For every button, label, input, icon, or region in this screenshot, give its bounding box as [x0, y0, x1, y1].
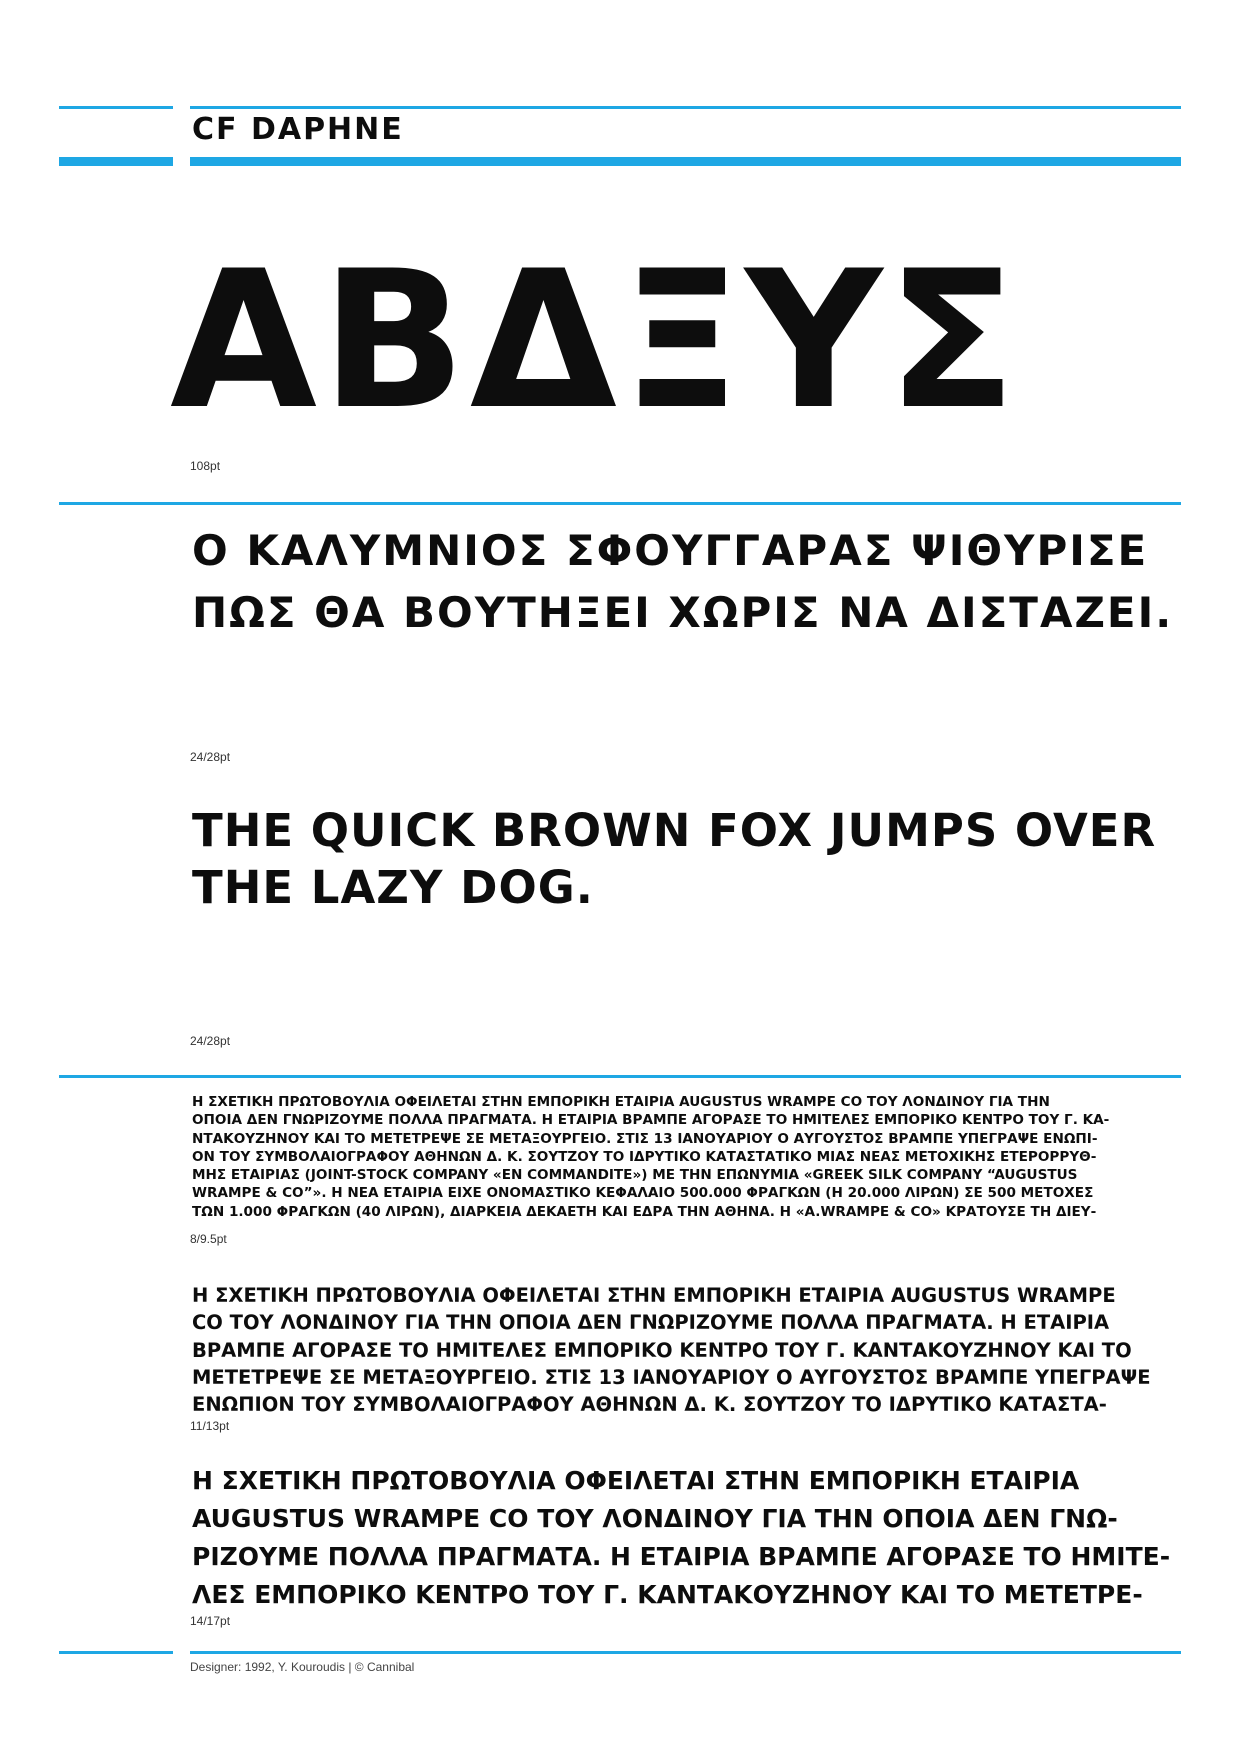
- greek-headline-line: ΠΩΣ ΘΑ ΒΟΥΤΗΞΕΙ ΧΩΡΙΣ ΝΑ ΔΙΣΤΑΖΕΙ.: [192, 588, 1174, 637]
- paragraph-medium-sample: [192, 1282, 1151, 1418]
- paragraph-small-line: ΜΗΣ ΕΤΑΙΡΙΑΣ (JOINT-STOCK COMPANY «EN COMMANDITE») ΜΕ ΤΗΝ ΕΠΩΝΥΜΙΑ «GREEK SILK COMPANY “AUGUSTUS: [192, 1167, 1078, 1184]
- greek-headline-sample: [192, 520, 1173, 644]
- paragraph-medium-line: CO ΤΟΥ ΛΟΝΔΙΝΟΥ ΓΙΑ ΤΗΝ ΟΠΟΙΑ ΔΕΝ ΓΝΩΡΙΖΟΥΜΕ ΠΟΛΛΑ ΠΡΑΓΜΑΤΑ. Η ΕΤΑΙΡΙΑ: [192, 1311, 1110, 1335]
- paragraph-small-line: Η ΣΧΕΤΙΚΗ ΠΡΩΤΟΒΟΥΛΙΑ ΟΦΕΙΛΕΤΑΙ ΣΤΗΝ ΕΜΠΟΡΙΚΗ ΕΤΑΙΡΙΑ AUGUSTUS WRAMPE CO ΤΟΥ ΛΟΝΔΙΝΟΥ ΓΙΑ ΤΗΝ: [192, 1094, 1050, 1110]
- paragraph-large-line: ΛΕΣ ΕΜΠΟΡΙΚΟ ΚΕΝΤΡΟ ΤΟΥ Γ. ΚΑΝΤΑΚΟΥΖΗΝΟΥ ΚΑΙ ΤΟ ΜΕΤΕΤΡΕ-: [192, 1580, 1143, 1609]
- paragraph-small-line: ΝΤΑΚΟΥΖΗΝΟΥ ΚΑΙ ΤΟ ΜΕΤΕΤΡΕΨΕ ΣΕ ΜΕΤΑΞΟΥΡΓΕΙΟ. ΣΤΙΣ 13 ΙΑΝΟΥΑΡΙΟΥ Ο ΑΥΓΟΥΣΤΟΣ ΒΡΑΜΠΕ ΥΠΕΓΡΑΨΕ ΕΝΩΠΙ-: [192, 1130, 1098, 1147]
- display-glyphs: ΑΒΔΞΥΣ: [170, 230, 1021, 451]
- paragraph-small-line: WRAMPE & CO”». Η ΝΕΑ ΕΤΑΙΡΙΑ ΕΙΧΕ ΟΝΟΜΑΣΤΙΚΟ ΚΕΦΑΛΑΙΟ 500.000 ΦΡΑΓΚΩΝ (Η 20.000 ΛΙΡΩΝ) ΣΕ 500 ΜΕΤΟΧΕΣ: [192, 1185, 1094, 1202]
- paragraph-medium-line: ΒΡΑΜΠΕ ΑΓΟΡΑΣΕ ΤΟ ΗΜΙΤΕΛΕΣ ΕΜΠΟΡΙΚΟ ΚΕΝΤΡΟ ΤΟΥ Γ. ΚΑΝΤΑΚΟΥΖΗΝΟΥ ΚΑΙ ΤΟ: [192, 1338, 1132, 1362]
- paragraph-small-line: ΟΝ ΤΟΥ ΣΥΜΒΟΛΑΙΟΓΡΑΦΟΥ ΑΘΗΝΩΝ Δ. Κ. ΣΟΥΤΖΟΥ ΤΟ ΙΔΡΥΤΙΚΟ ΚΑΤΑΣΤΑΤΙΚΟ ΜΙΑΣ ΝΕΑΣ ΜΕΤΟΧΙΚΗΣ ΕΤΕΡΟΡΡΥΘ-: [192, 1148, 1097, 1165]
- header-rule-left: [59, 157, 173, 166]
- designer-credit: Designer: 1992, Y. Kouroudis | © Cannibal: [190, 1660, 415, 1674]
- footer-rule-right: [190, 1651, 1181, 1654]
- paragraph-large-sample: [192, 1462, 1170, 1614]
- paragraph-medium-size-label: 11/13pt: [190, 1419, 230, 1433]
- display-size-label: 108pt: [190, 459, 221, 473]
- top-rule-left: [59, 106, 173, 109]
- greek-headline-size-label: 24/28pt: [190, 750, 231, 764]
- latin-headline-sample: [192, 802, 1156, 916]
- latin-headline-size-label: 24/28pt: [190, 1034, 231, 1048]
- latin-headline-line: THE QUICK BROWN FOX JUMPS OVER: [192, 804, 1157, 857]
- paragraph-medium-line: Η ΣΧΕΤΙΚΗ ΠΡΩΤΟΒΟΥΛΙΑ ΟΦΕΙΛΕΤΑΙ ΣΤΗΝ ΕΜΠΟΡΙΚΗ ΕΤΑΙΡΙΑ AUGUSTUS WRAMPE: [192, 1284, 1116, 1307]
- paragraph-large-line: AUGUSTUS WRAMPE CO ΤΟΥ ΛΟΝΔΙΝΟΥ ΓΙΑ ΤΗΝ ΟΠΟΙΑ ΔΕΝ ΓΝΩ-: [192, 1504, 1118, 1533]
- greek-headline-line: Ο ΚΑΛΥΜΝΙΟΣ ΣΦΟΥΓΓΑΡΑΣ ΨΙΘΥΡΙΣΕ: [192, 526, 1149, 575]
- paragraph-large-line: Η ΣΧΕΤΙΚΗ ΠΡΩΤΟΒΟΥΛΙΑ ΟΦΕΙΛΕΤΑΙ ΣΤΗΝ ΕΜΠΟΡΙΚΗ ΕΤΑΙΡΙΑ: [192, 1466, 1080, 1495]
- paragraph-small-line: ΤΩΝ 1.000 ΦΡΑΓΚΩΝ (40 ΛΙΡΩΝ), ΔΙΑΡΚΕΙΑ ΔΕΚΑΕΤΗ ΚΑΙ ΕΔΡΑ ΤΗΝ ΑΘΗΝΑ. Η «A.WRAMPE & CO» ΚΡΑΤΟΥΣΕ ΤΗ ΔΙΕΥ-: [192, 1203, 1097, 1220]
- paragraph-medium-line: ΕΝΩΠΙΟΝ ΤΟΥ ΣΥΜΒΟΛΑΙΟΓΡΑΦΟΥ ΑΘΗΝΩΝ Δ. Κ. ΣΟΥΤΖΟΥ ΤΟ ΙΔΡΥΤΙΚΟ ΚΑΤΑΣΤΑ-: [192, 1393, 1107, 1417]
- footer-rule-left: [59, 1651, 173, 1654]
- paragraph-divider: [59, 1075, 1181, 1078]
- paragraph-small-sample: [192, 1093, 1109, 1221]
- latin-headline-line: THE LAZY DOG.: [192, 861, 594, 914]
- header-rule-right: [190, 157, 1181, 166]
- top-rule-right: [190, 106, 1181, 109]
- paragraph-large-size-label: 14/17pt: [190, 1614, 231, 1628]
- page-title: CF DAPHNE: [192, 112, 404, 147]
- paragraph-large-line: ΡΙΖΟΥΜΕ ΠΟΛΛΑ ΠΡΑΓΜΑΤΑ. Η ΕΤΑΙΡΙΑ ΒΡΑΜΠΕ ΑΓΟΡΑΣΕ ΤΟ ΗΜΙΤΕ-: [192, 1542, 1171, 1571]
- paragraph-medium-line: ΜΕΤΕΤΡΕΨΕ ΣΕ ΜΕΤΑΞΟΥΡΓΕΙΟ. ΣΤΙΣ 13 ΙΑΝΟΥΑΡΙΟΥ Ο ΑΥΓΟΥΣΤΟΣ ΒΡΑΜΠΕ ΥΠΕΓΡΑΨΕ: [192, 1365, 1151, 1389]
- paragraph-small-size-label: 8/9.5pt: [190, 1232, 227, 1246]
- display-divider: [59, 502, 1181, 505]
- paragraph-small-line: ΟΠΟΙΑ ΔΕΝ ΓΝΩΡΙΖΟΥΜΕ ΠΟΛΛΑ ΠΡΑΓΜΑΤΑ. Η ΕΤΑΙΡΙΑ ΒΡΑΜΠΕ ΑΓΟΡΑΣΕ ΤΟ ΗΜΙΤΕΛΕΣ ΕΜΠΟΡΙΚΟ ΚΕΝΤΡΟ ΤΟΥ Γ. ΚΑ-: [192, 1112, 1110, 1129]
